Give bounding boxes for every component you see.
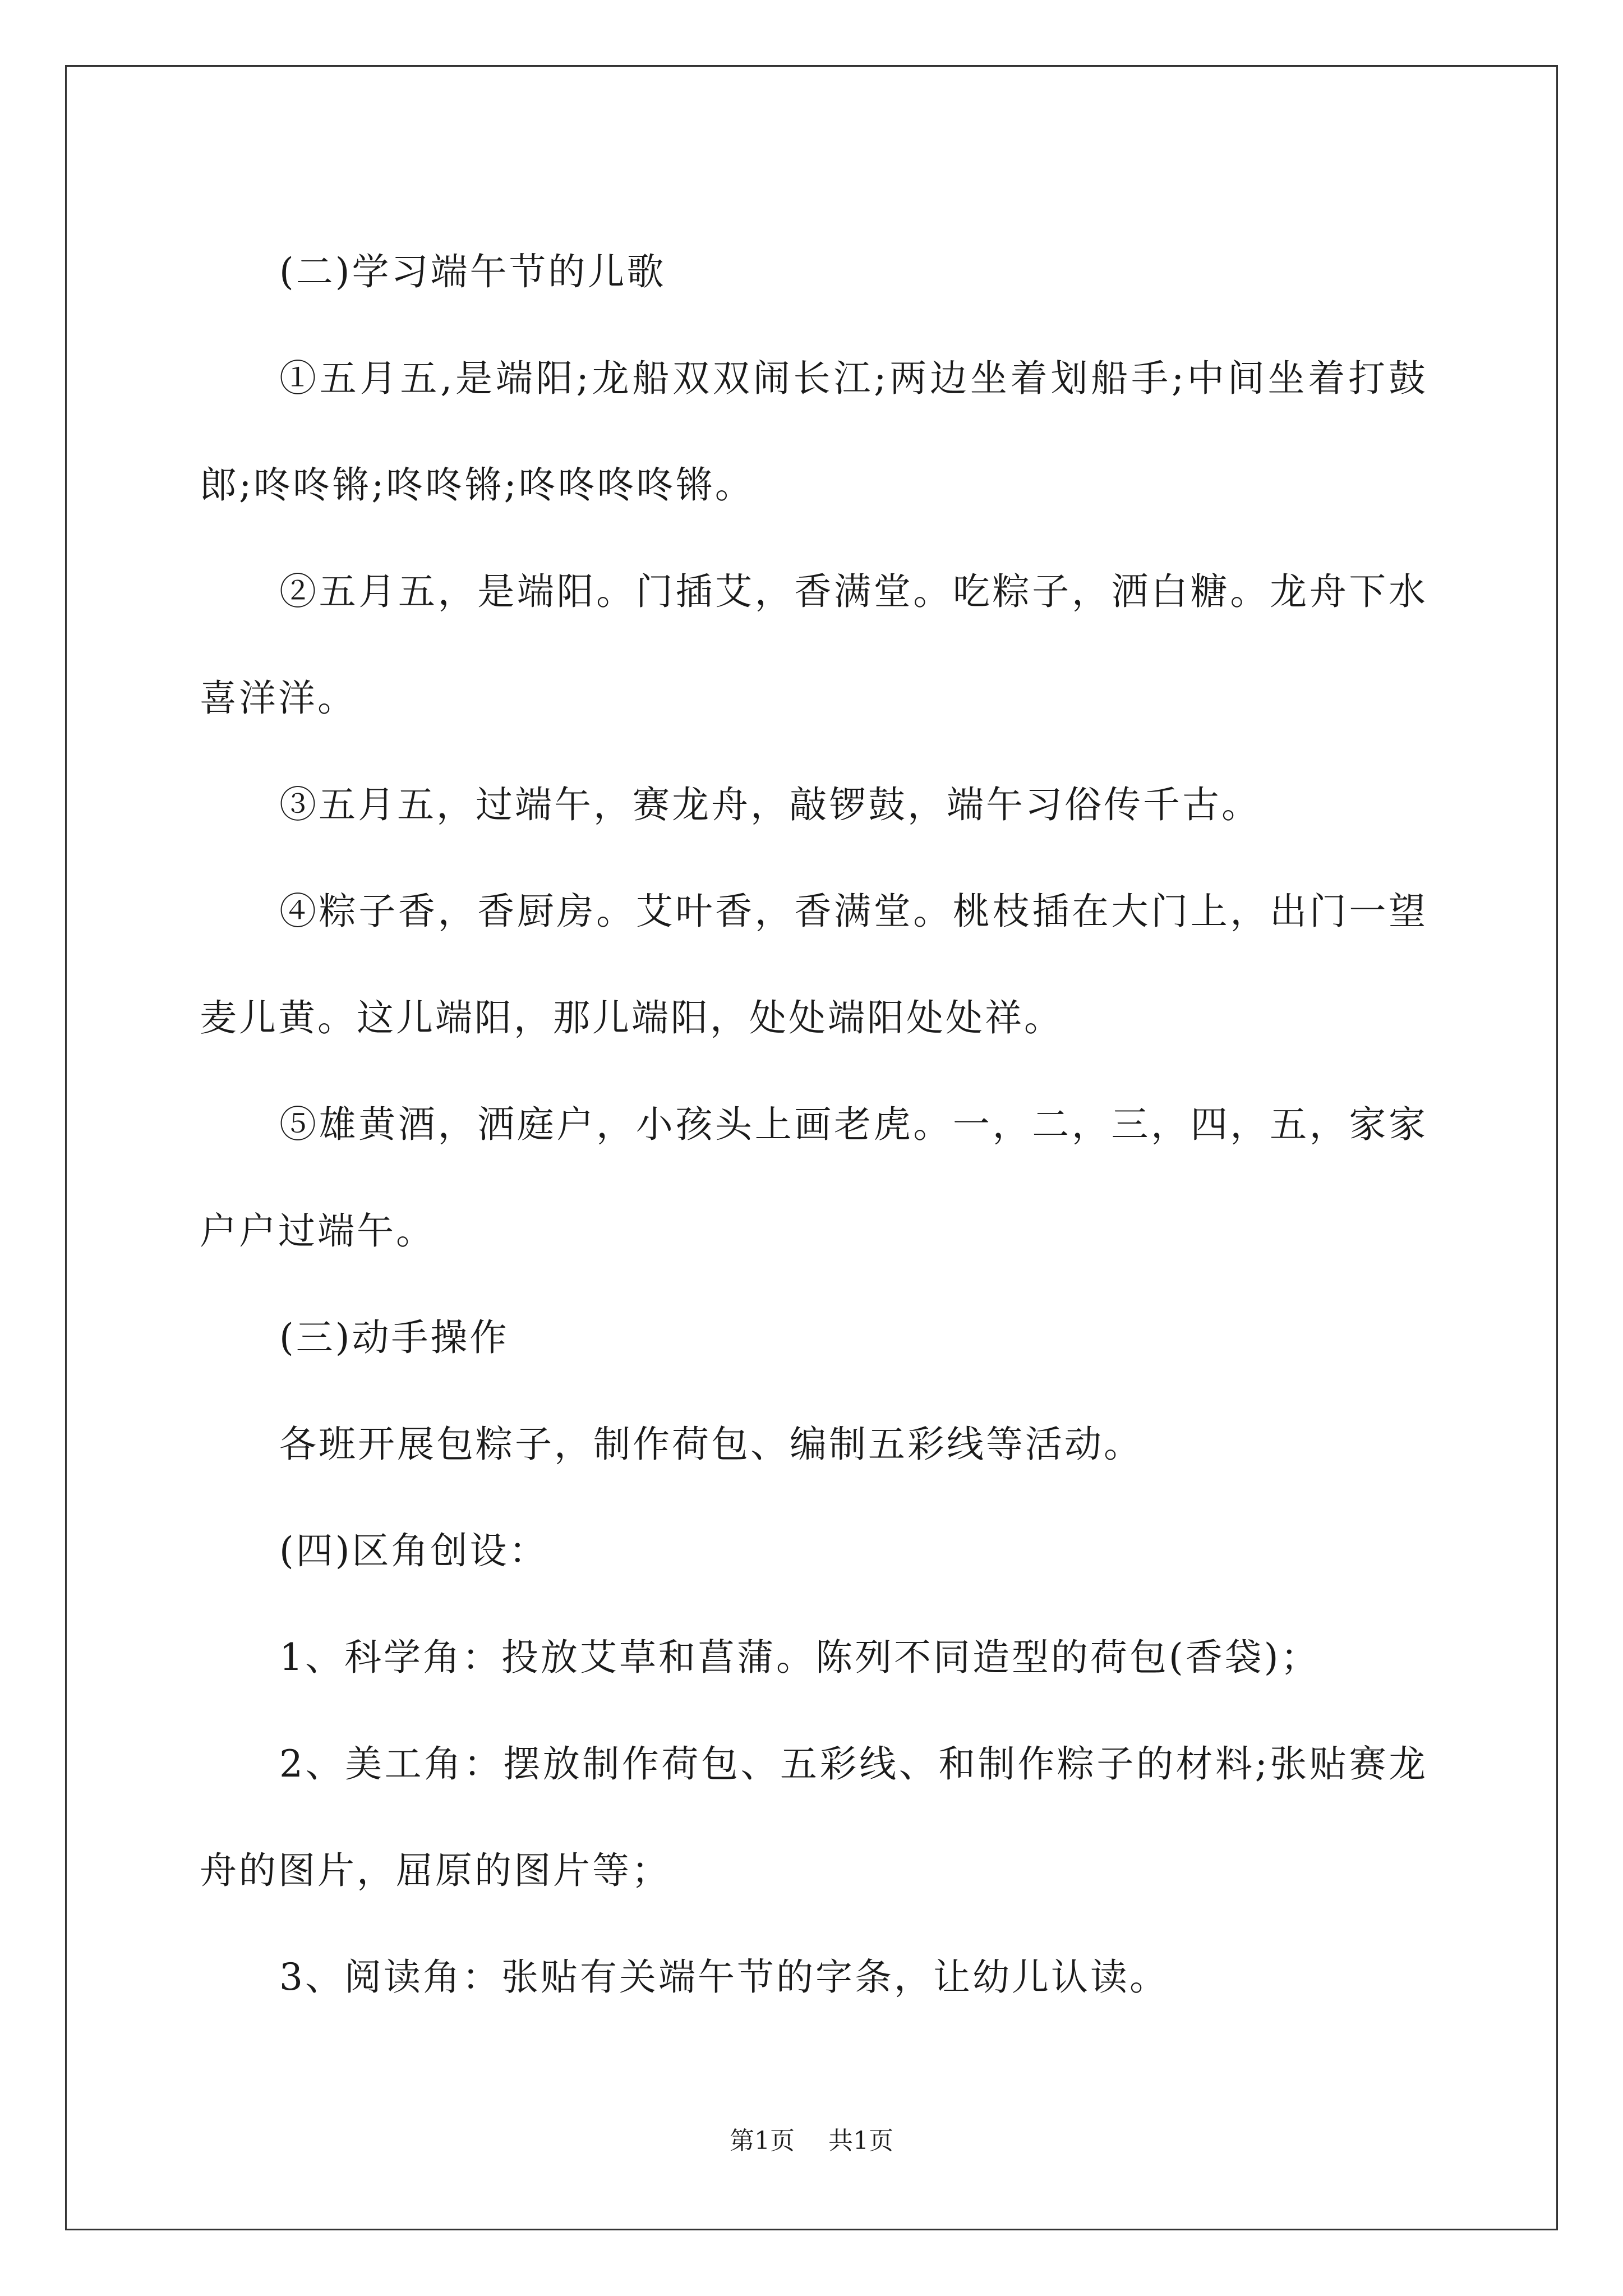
section-heading-nursery-rhymes: (二)学习端午节的儿歌 (279, 250, 666, 293)
rhyme-3: ③五月五，过端午，赛龙舟，敲锣鼓，端午习俗传千古。 (279, 783, 1261, 826)
rhyme-5: ⑤雄黄酒，洒庭户，小孩头上画老虎。一，二，三，四，五，家家户户过端午。 (200, 1103, 1428, 1253)
section-heading-corners: (四)区角创设： (279, 1529, 548, 1572)
hands-on-activities: 各班开展包粽子，制作荷包、编制五彩线等活动。 (279, 1423, 1143, 1466)
page-number-total: 共1页 (828, 2127, 893, 2155)
corner-reading: 3、阅读角：张贴有关端午节的字条，让幼儿认读。 (279, 1955, 1169, 1999)
rhyme-1: ①五月五,是端阳;龙船双双闹长江;两边坐着划船手;中间坐着打鼓郎;咚咚锵;咚咚锵;咚咚咚咚锵。 (200, 357, 1428, 507)
rhyme-4: ④粽子香，香厨房。艾叶香，香满堂。桃枝插在大门上，出门一望麦儿黄。这儿端阳，那儿端阳，处处端阳处处祥。 (200, 890, 1428, 1039)
page-footer (0, 2120, 1623, 2156)
section-heading-hands-on: (三)动手操作 (279, 1316, 509, 1359)
document-body (200, 219, 1428, 2031)
page-number-current: 第1页 (730, 2127, 795, 2155)
corner-science: 1、科学角：投放艾草和菖蒲。陈列不同造型的荷包(香袋)； (279, 1636, 1320, 1679)
corner-art: 2、美工角：摆放制作荷包、五彩线、和制作粽子的材料;张贴赛龙舟的图片，屈原的图片等； (200, 1742, 1428, 1892)
rhyme-2: ②五月五，是端阳。门插艾，香满堂。吃粽子，洒白糖。龙舟下水喜洋洋。 (200, 570, 1428, 720)
